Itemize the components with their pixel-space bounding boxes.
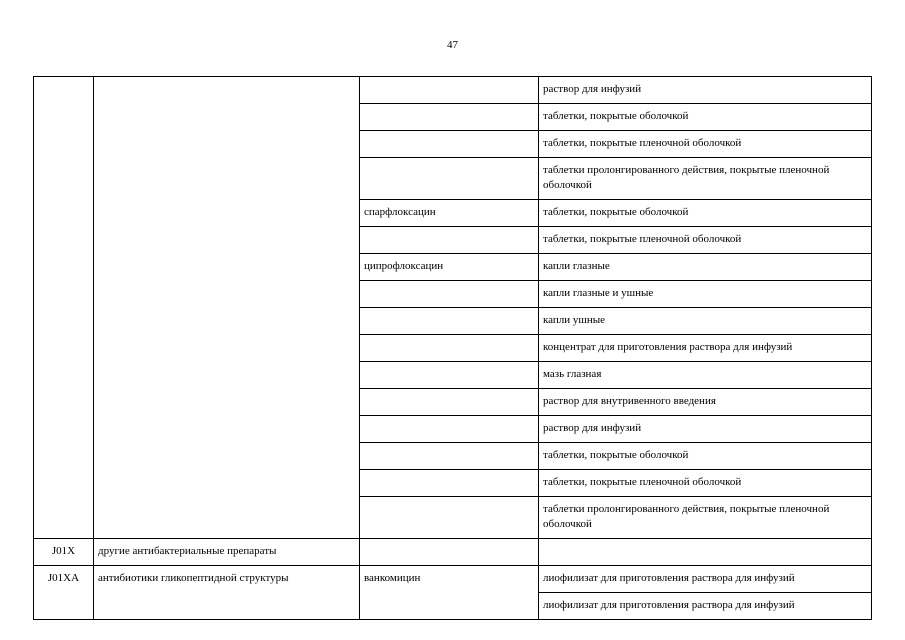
atc-code-cell: J01X bbox=[34, 539, 94, 566]
dosage-form-cell: таблетки, покрытые оболочкой bbox=[539, 200, 872, 227]
drug-name-cell bbox=[360, 539, 539, 566]
drug-name-cell bbox=[360, 158, 539, 200]
drug-name-cell bbox=[360, 77, 539, 104]
drug-name-cell bbox=[360, 443, 539, 470]
dosage-form-cell: таблетки пролонгированного действия, покрытые пленочной оболочкой bbox=[539, 158, 872, 200]
drug-name-cell bbox=[360, 362, 539, 389]
drug-name-cell: ципрофлоксацин bbox=[360, 254, 539, 281]
dosage-form-cell: таблетки, покрытые пленочной оболочкой bbox=[539, 131, 872, 158]
dosage-form-cell: концентрат для приготовления раствора для инфузий bbox=[539, 335, 872, 362]
group-name-cell: антибиотики гликопептидной структуры bbox=[94, 566, 360, 620]
dosage-form-cell: капли ушные bbox=[539, 308, 872, 335]
page-number: 47 bbox=[447, 39, 458, 51]
atc-code-cell: J01XA bbox=[34, 566, 94, 620]
dosage-form-cell: таблетки, покрытые пленочной оболочкой bbox=[539, 470, 872, 497]
dosage-form-cell bbox=[539, 539, 872, 566]
atc-code-cell bbox=[34, 77, 94, 539]
table-row bbox=[34, 539, 872, 566]
dosage-form-cell: таблетки, покрытые оболочкой bbox=[539, 104, 872, 131]
table-row bbox=[34, 77, 872, 104]
dosage-form-cell: лиофилизат для приготовления раствора для инфузий bbox=[539, 593, 872, 620]
dosage-form-cell: раствор для инфузий bbox=[539, 77, 872, 104]
dosage-form-cell: лиофилизат для приготовления раствора для инфузий bbox=[539, 566, 872, 593]
group-name-cell: другие антибактериальные препараты bbox=[94, 539, 360, 566]
drug-name-cell: ванкомицин bbox=[360, 566, 539, 620]
drug-name-cell bbox=[360, 470, 539, 497]
dosage-form-cell: раствор для инфузий bbox=[539, 416, 872, 443]
drug-name-cell bbox=[360, 416, 539, 443]
drug-name-cell bbox=[360, 227, 539, 254]
drug-name-cell: спарфлоксацин bbox=[360, 200, 539, 227]
drug-name-cell bbox=[360, 104, 539, 131]
drug-name-cell bbox=[360, 497, 539, 539]
drug-name-cell bbox=[360, 389, 539, 416]
dosage-form-cell: капли глазные и ушные bbox=[539, 281, 872, 308]
drug-name-cell bbox=[360, 308, 539, 335]
dosage-form-cell: таблетки, покрытые оболочкой bbox=[539, 443, 872, 470]
drug-table bbox=[33, 76, 872, 620]
dosage-form-cell: мазь глазная bbox=[539, 362, 872, 389]
group-name-cell bbox=[94, 77, 360, 539]
drug-name-cell bbox=[360, 281, 539, 308]
dosage-form-cell: раствор для внутривенного введения bbox=[539, 389, 872, 416]
dosage-form-cell: капли глазные bbox=[539, 254, 872, 281]
drug-name-cell bbox=[360, 131, 539, 158]
dosage-form-cell: таблетки пролонгированного действия, покрытые пленочной оболочкой bbox=[539, 497, 872, 539]
drug-name-cell bbox=[360, 335, 539, 362]
table-row bbox=[34, 566, 872, 593]
dosage-form-cell: таблетки, покрытые пленочной оболочкой bbox=[539, 227, 872, 254]
